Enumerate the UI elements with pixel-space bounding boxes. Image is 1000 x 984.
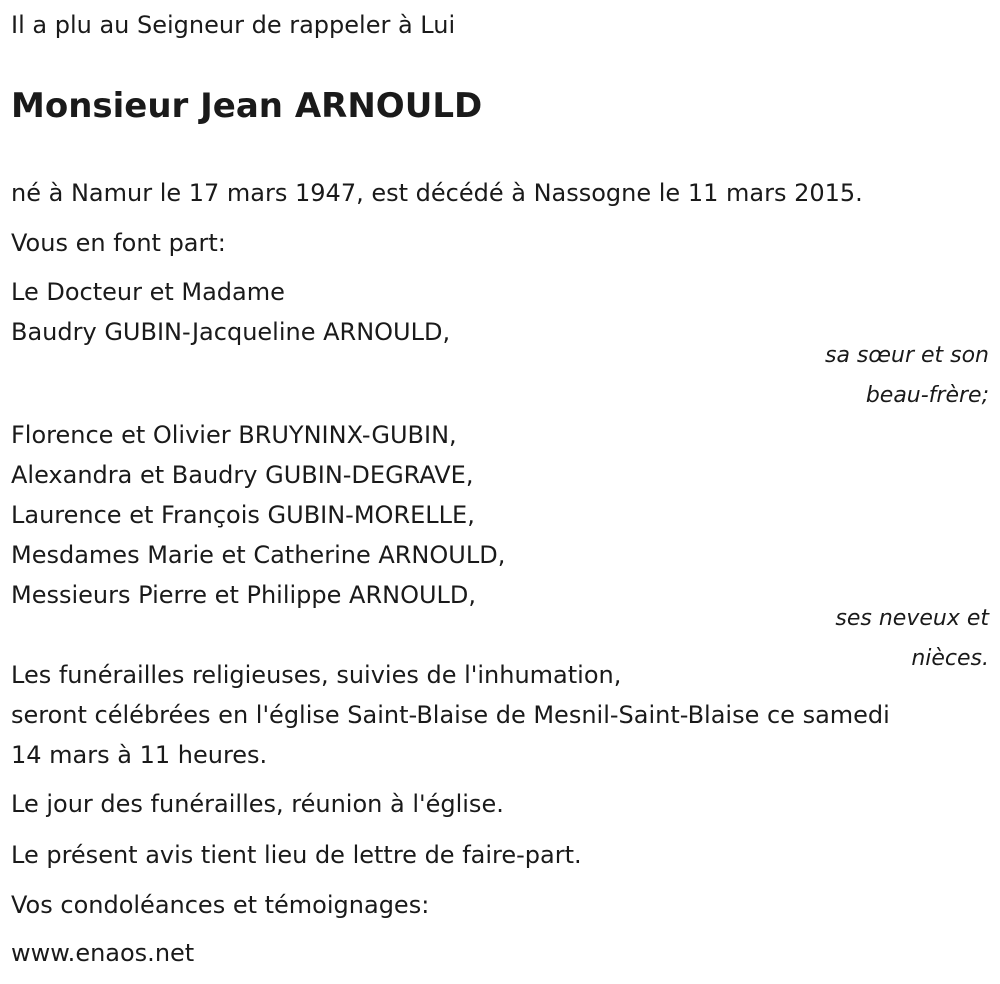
announce-line: Vous en font part: xyxy=(11,229,226,257)
sister-relation-1: sa sœur et son xyxy=(824,343,989,368)
funeral-line-2: seront célébrées en l'église Saint-Blaise de Mesnil-Saint-Blaise ce samedi xyxy=(11,701,890,729)
deceased-name: Monsieur Jean ARNOULD xyxy=(11,86,483,126)
website-link[interactable]: www.enaos.net xyxy=(11,939,195,967)
nephew-line-3: Laurence et François GUBIN-MORELLE, xyxy=(11,501,475,529)
sister-line-2: Baudry GUBIN-Jacqueline ARNOULD, xyxy=(11,318,451,346)
funeral-line-1: Les funérailles religieuses, suivies de l'inhumation, xyxy=(11,661,622,689)
nephews-relation-1: ses neveux et xyxy=(835,606,989,631)
intro-line: Il a plu au Seigneur de rappeler à Lui xyxy=(11,11,456,39)
nephew-line-4: Mesdames Marie et Catherine ARNOULD, xyxy=(11,541,506,569)
reunion-line: Le jour des funérailles, réunion à l'église. xyxy=(11,790,504,818)
condolences-line: Vos condoléances et témoignages: xyxy=(11,891,430,919)
nephews-relation-2: nièces. xyxy=(911,646,989,671)
sister-relation-2: beau-frère; xyxy=(865,383,989,408)
nephew-line-1: Florence et Olivier BRUYNINX-GUBIN, xyxy=(11,421,457,449)
notice-line: Le présent avis tient lieu de lettre de faire-part. xyxy=(11,841,582,869)
nephew-line-5: Messieurs Pierre et Philippe ARNOULD, xyxy=(11,581,477,609)
funeral-line-3: 14 mars à 11 heures. xyxy=(11,741,268,769)
nephew-line-2: Alexandra et Baudry GUBIN-DEGRAVE, xyxy=(11,461,474,489)
birth-death-line: né à Namur le 17 mars 1947, est décédé à Nassogne le 11 mars 2015. xyxy=(11,179,863,207)
sister-line-1: Le Docteur et Madame xyxy=(11,278,285,306)
